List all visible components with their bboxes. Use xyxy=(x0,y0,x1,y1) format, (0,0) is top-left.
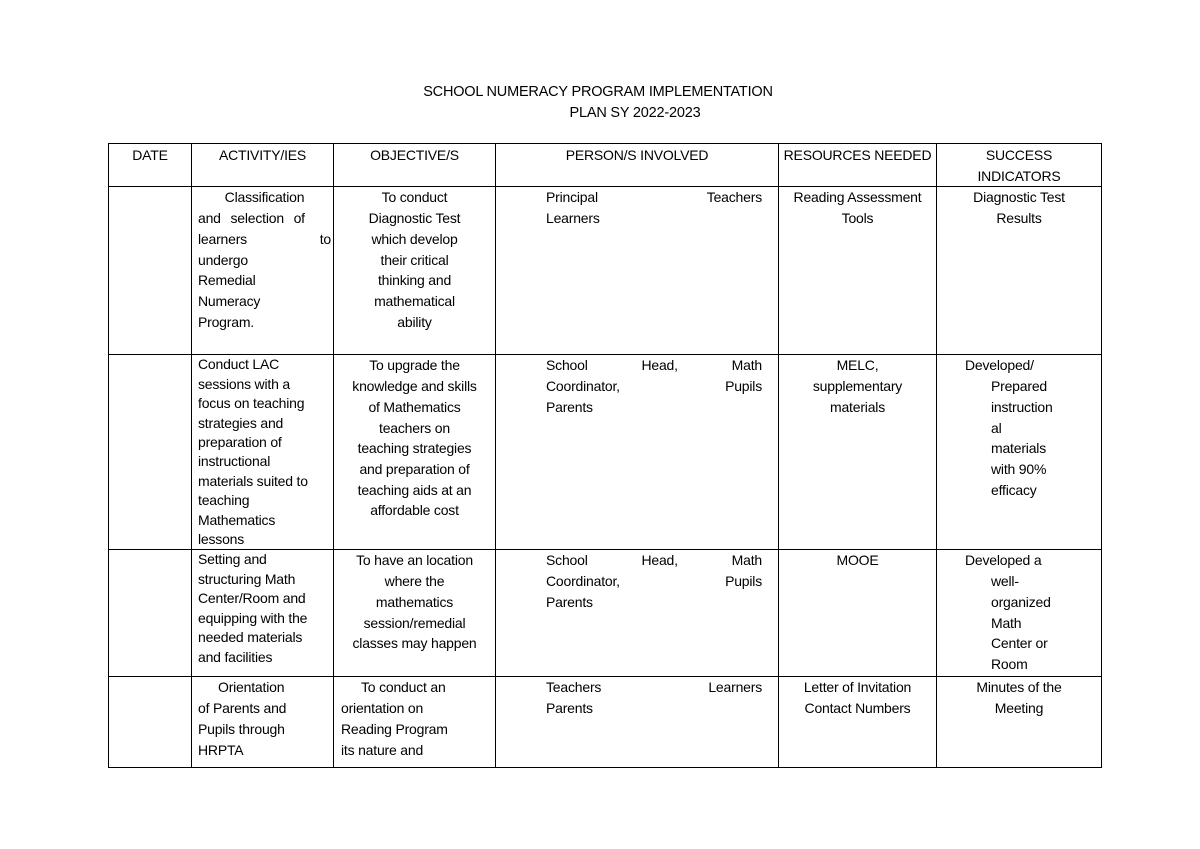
objective-cell xyxy=(334,677,496,768)
text-line: Parents xyxy=(546,593,593,610)
text-line: Conduct LAC xyxy=(198,356,280,373)
text-line: al xyxy=(991,419,1002,436)
text-line: Prepared xyxy=(991,378,1047,395)
text-line: Learners xyxy=(546,210,600,227)
text-fragment: School xyxy=(546,357,588,374)
text-line: lessons xyxy=(198,531,245,548)
text-line: mathematics xyxy=(375,593,454,610)
text-line: materials suited to xyxy=(198,472,308,489)
text-line: To conduct an xyxy=(361,679,446,696)
table-row xyxy=(109,550,1102,677)
text-fragment: School xyxy=(546,552,588,569)
text-line: materials xyxy=(830,398,885,415)
text-line: well- xyxy=(991,573,1019,590)
text-fragment: Coordinator, xyxy=(546,573,620,590)
text-line: needed materials xyxy=(198,629,303,646)
text-line: structuring Math xyxy=(198,570,296,587)
activity-cell xyxy=(192,355,334,550)
text-line: Diagnostic Test xyxy=(973,189,1065,206)
text-line: instructional xyxy=(198,453,271,470)
activity-cell xyxy=(192,550,334,677)
text-line xyxy=(546,677,762,698)
success-cell xyxy=(937,550,1102,677)
text-line: teachers on xyxy=(379,419,450,436)
text-line: thinking and xyxy=(377,272,452,289)
text-line xyxy=(546,571,762,592)
text-line xyxy=(546,376,762,397)
text-line: teaching strategies xyxy=(357,440,472,457)
text-line: Diagnostic Test xyxy=(368,210,461,227)
persons-cell xyxy=(496,187,779,355)
text-fragment: Teachers xyxy=(546,679,602,696)
text-fragment: Coordinator, xyxy=(546,378,620,395)
implementation-plan-table xyxy=(108,143,1102,768)
text-line: Pupils through xyxy=(198,720,285,737)
text-line: its nature and xyxy=(341,741,424,758)
text-line: Center or xyxy=(991,635,1048,652)
text-line: Meeting xyxy=(994,700,1044,717)
persons-cell xyxy=(496,355,779,550)
text-line xyxy=(546,550,762,571)
resources-cell xyxy=(779,355,937,550)
objective-cell xyxy=(334,187,496,355)
text-line: undergo xyxy=(198,251,248,268)
text-line: To conduct xyxy=(381,189,448,206)
text-line: Remedial xyxy=(198,272,256,289)
text-line: instruction xyxy=(991,398,1053,415)
text-fragment: Learners xyxy=(708,679,762,696)
text-line: where the xyxy=(384,573,445,590)
header-activity: ACTIVITY/IES xyxy=(192,144,334,187)
header-resources: RESOURCES NEEDED xyxy=(779,144,937,187)
text-fragment: to xyxy=(319,230,331,247)
text-line: Results xyxy=(996,210,1042,227)
text-line: strategies and xyxy=(198,414,284,431)
table-row xyxy=(109,355,1102,550)
text-line: Developed/ xyxy=(965,357,1034,374)
text-line: Contact Numbers xyxy=(804,700,911,717)
text-line: Room xyxy=(991,655,1028,672)
text-line xyxy=(546,187,762,208)
text-line: knowledge and skills xyxy=(352,378,477,395)
header-persons: PERSON/S INVOLVED xyxy=(496,144,779,187)
text-fragment: Head, xyxy=(641,357,678,374)
text-fragment: Math xyxy=(731,357,762,374)
success-cell xyxy=(937,187,1102,355)
text-line: Parents xyxy=(546,700,593,717)
success-cell xyxy=(937,355,1102,550)
text-line: teaching xyxy=(198,492,250,509)
text-line: To upgrade the xyxy=(369,357,460,374)
header-success-line1: SUCCESS xyxy=(985,147,1053,163)
text-line: sessions with a xyxy=(198,375,290,392)
text-line: ability xyxy=(397,313,432,330)
header-success-line2: INDICATORS xyxy=(977,167,1061,184)
date-cell xyxy=(109,677,192,768)
text-line: Orientation xyxy=(218,679,285,696)
table-header-row xyxy=(109,144,1102,187)
text-line: their critical xyxy=(380,251,449,268)
text-fragment: Teachers xyxy=(706,189,762,206)
objective-cell xyxy=(334,355,496,550)
date-cell xyxy=(109,550,192,677)
text-line xyxy=(546,355,762,376)
text-line: Letter of Invitation xyxy=(803,679,912,696)
date-cell xyxy=(109,187,192,355)
text-line: classes may happen xyxy=(352,635,477,652)
text-line: To have an location xyxy=(356,552,473,569)
text-line: Setting and xyxy=(198,551,267,568)
document-title-line1: SCHOOL NUMERACY PROGRAM IMPLEMENTATION xyxy=(423,84,773,100)
text-fragment: Math xyxy=(731,552,762,569)
text-line: MELC, xyxy=(836,357,879,374)
text-line: HRPTA xyxy=(198,741,244,758)
persons-cell xyxy=(496,677,779,768)
text-line: session/remedial xyxy=(363,614,466,631)
text-line: materials xyxy=(991,440,1046,457)
activity-cell xyxy=(192,677,334,768)
text-fragment: learners xyxy=(198,230,247,247)
header-success xyxy=(937,144,1102,187)
table-row xyxy=(109,187,1102,355)
text-fragment: Pupils xyxy=(725,573,762,590)
text-line: focus on teaching xyxy=(198,395,305,412)
text-line: equipping with the xyxy=(198,609,308,626)
text-line: mathematical xyxy=(374,292,455,309)
text-line: MOOE xyxy=(836,552,879,569)
text-line: which develop xyxy=(371,230,458,247)
date-cell xyxy=(109,355,192,550)
text-line: Tools xyxy=(841,210,874,227)
text-line xyxy=(198,229,331,250)
text-fragment: Head, xyxy=(641,552,678,569)
text-line: orientation on xyxy=(341,700,424,717)
text-line: and preparation of xyxy=(359,460,470,477)
text-line: supplementary xyxy=(812,378,903,395)
text-line: of Mathematics xyxy=(368,398,461,415)
text-line: Developed a xyxy=(965,552,1042,569)
document-title-line2: PLAN SY 2022-2023 xyxy=(569,105,701,121)
text-line: with 90% xyxy=(991,460,1047,477)
table-row xyxy=(109,677,1102,768)
header-date: DATE xyxy=(109,144,192,187)
text-line: Reading Assessment xyxy=(793,189,922,206)
activity-cell xyxy=(192,187,334,355)
text-fragment: Principal xyxy=(546,189,598,206)
text-line: affordable cost xyxy=(370,502,459,519)
text-line: Program. xyxy=(198,313,254,330)
text-fragment: Pupils xyxy=(725,378,762,395)
resources-cell xyxy=(779,677,937,768)
text-line: Minutes of the xyxy=(976,679,1062,696)
text-line: Reading Program xyxy=(341,720,448,737)
text-line: and facilities xyxy=(198,648,273,665)
text-line: teaching aids at an xyxy=(357,481,472,498)
text-line: Numeracy xyxy=(198,292,261,309)
text-line: Center/Room and xyxy=(198,590,306,607)
text-line: organized xyxy=(991,593,1051,610)
objective-cell xyxy=(334,550,496,677)
text-line: Classification xyxy=(224,189,305,206)
text-line: efficacy xyxy=(991,481,1037,498)
resources-cell xyxy=(779,550,937,677)
text-line: preparation of xyxy=(198,434,282,451)
header-objective: OBJECTIVE/S xyxy=(334,144,496,187)
resources-cell xyxy=(779,187,937,355)
text-line: and selection of xyxy=(198,210,305,227)
text-line: Parents xyxy=(546,398,593,415)
success-cell xyxy=(937,677,1102,768)
text-line: Math xyxy=(991,614,1022,631)
text-line: of Parents and xyxy=(198,700,287,717)
persons-cell xyxy=(496,550,779,677)
text-line: Mathematics xyxy=(198,511,276,528)
